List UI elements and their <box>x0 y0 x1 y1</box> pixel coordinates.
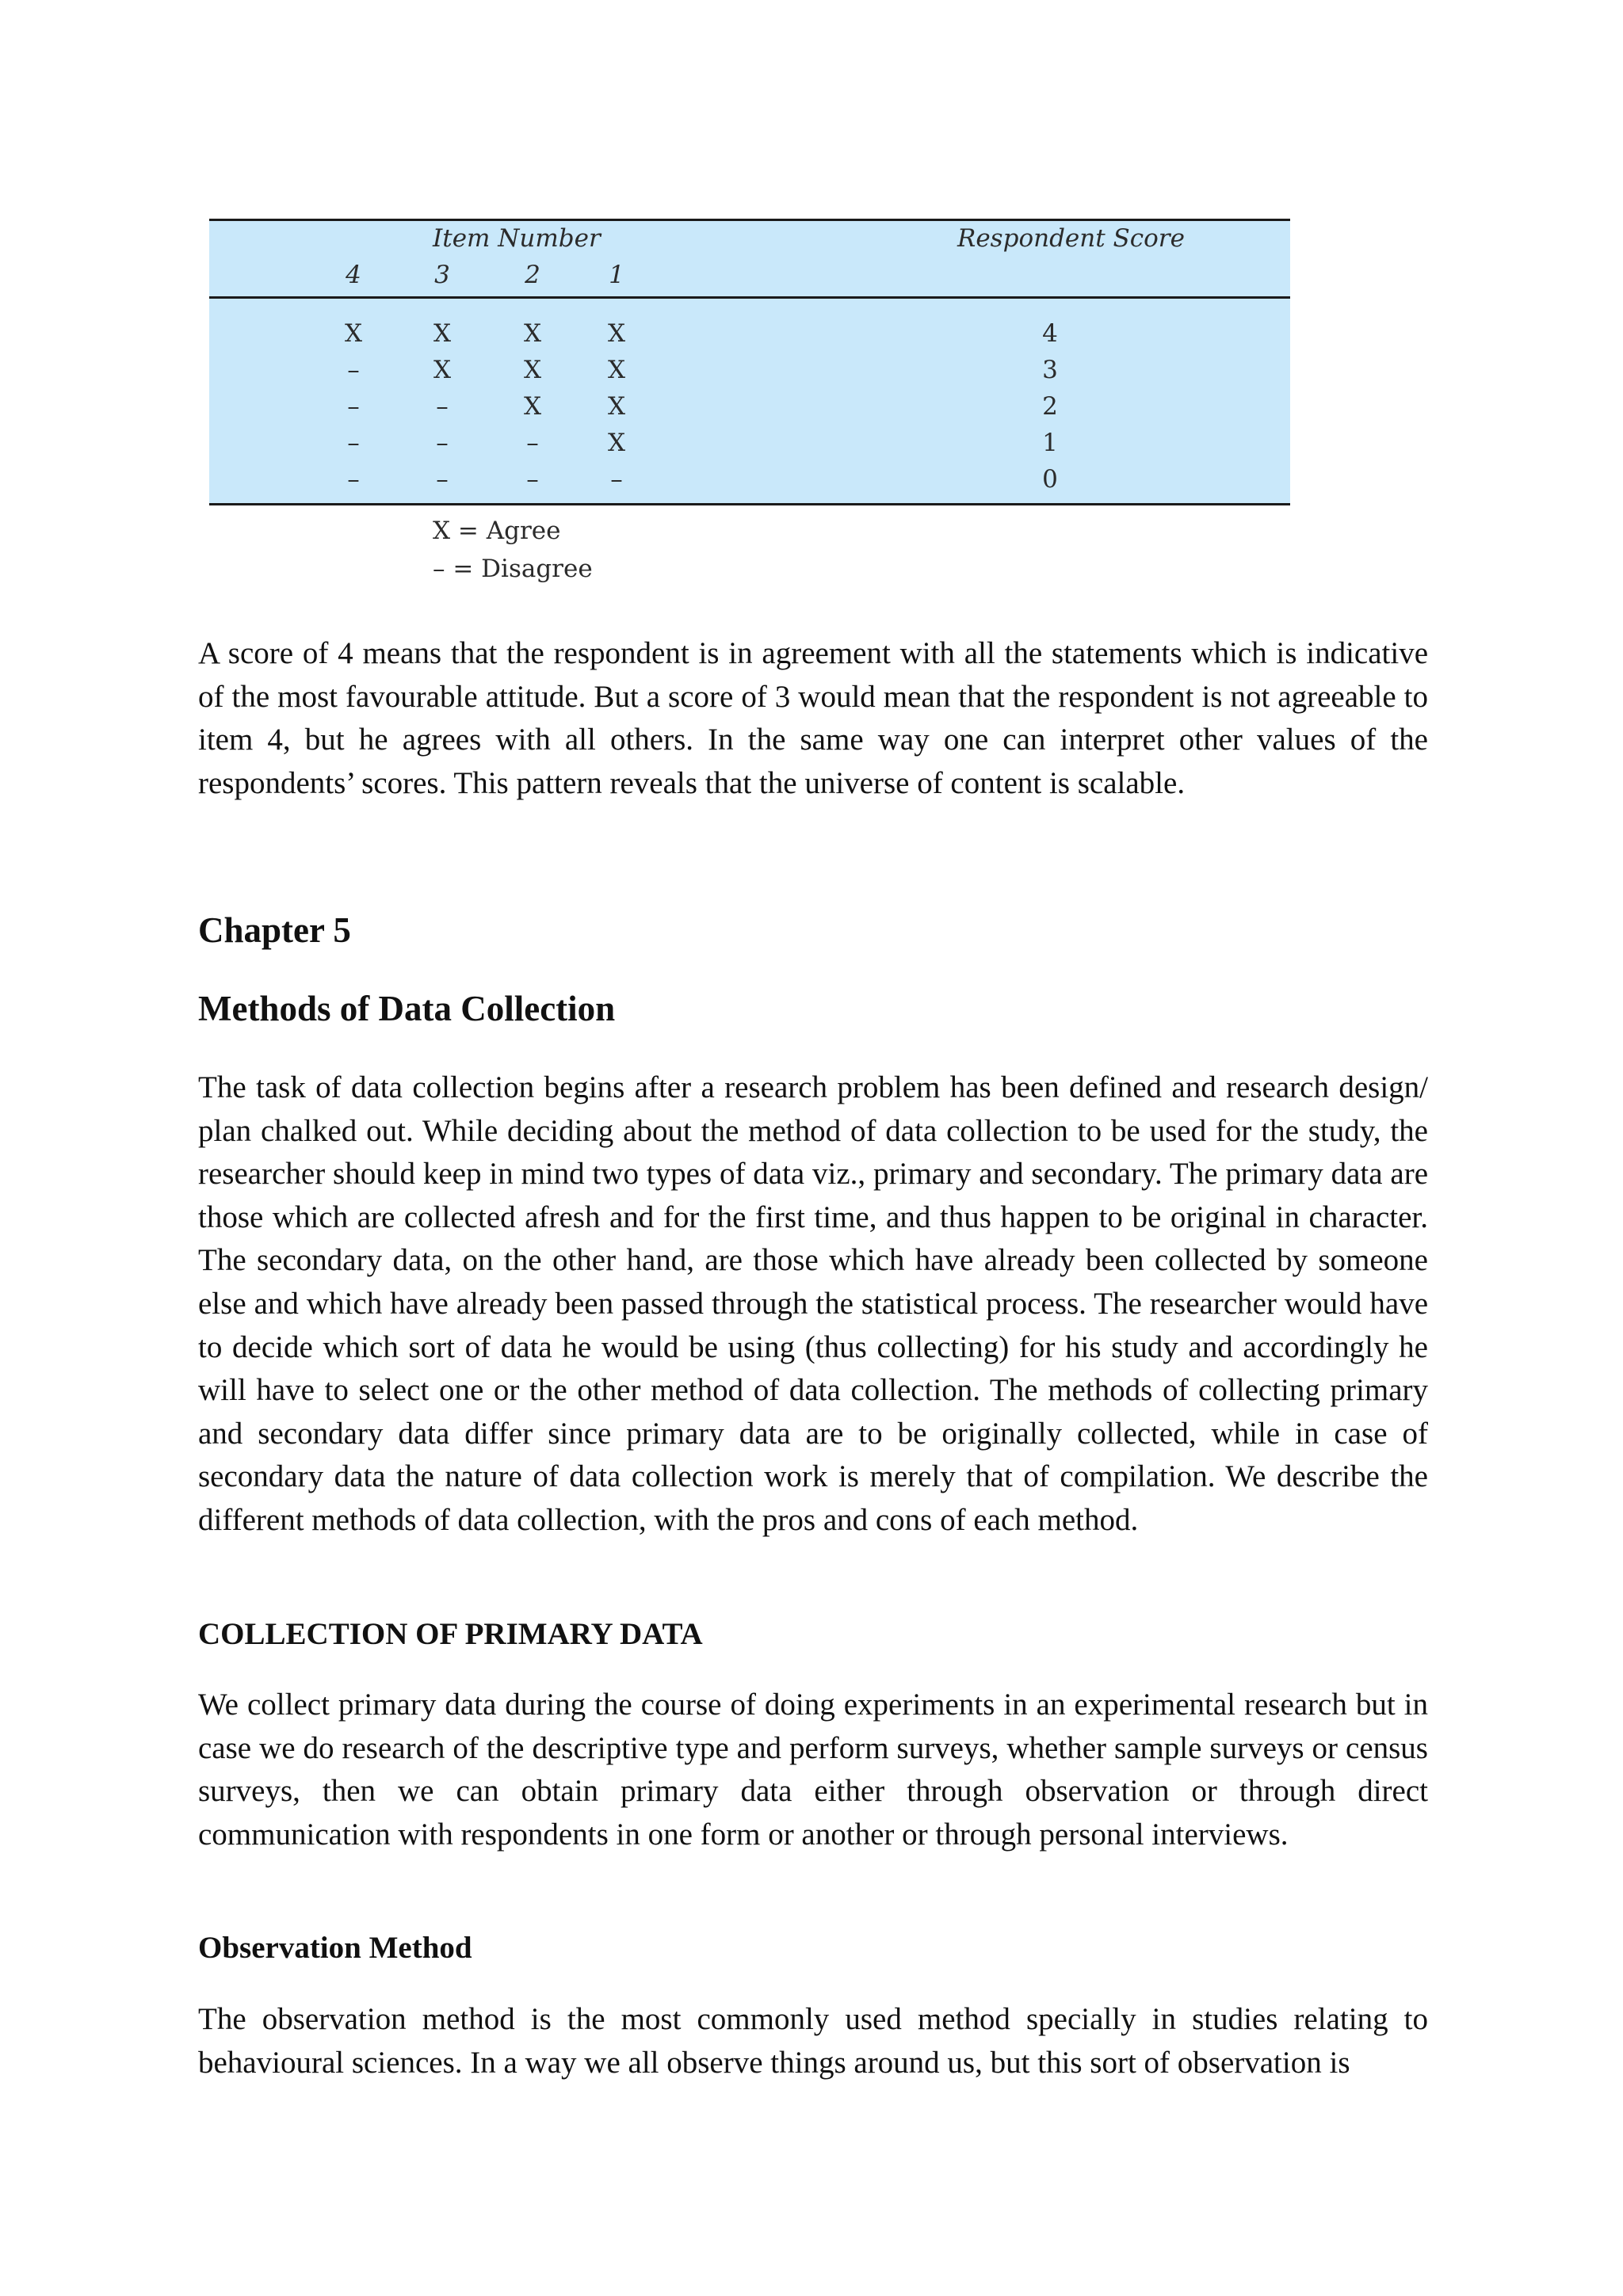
item-column-header: 4 <box>346 261 361 289</box>
table-legend <box>433 512 593 588</box>
score-cell: 4 <box>1042 319 1058 348</box>
legend-agree: X = Agree <box>433 517 561 545</box>
observation-method-paragraph: The observation method is the most commonly used method specially in studies relating to behavioural sciences. In a way we all observe things around us, but this sort of observation is <box>198 2002 1428 2080</box>
observation-method-heading: Observation Method <box>198 1931 472 1965</box>
table-header-divider <box>209 296 1290 299</box>
table-cell: – <box>436 392 449 421</box>
table-cell: X <box>607 429 626 457</box>
table-cell: X <box>523 392 542 421</box>
score-cell: 3 <box>1042 356 1058 384</box>
table-cell: – <box>347 392 360 421</box>
table-cell: – <box>347 429 360 457</box>
respondent-score-header: Respondent Score <box>957 224 1185 253</box>
score-cell: 0 <box>1042 465 1058 494</box>
table-cell: – <box>347 356 360 384</box>
table-cell: – <box>436 465 449 494</box>
legend-disagree: – = Disagree <box>433 555 593 583</box>
guttman-scale-table <box>209 219 1290 505</box>
table-cell: – <box>347 465 360 494</box>
item-column-header: 3 <box>434 261 450 289</box>
item-column-header: 1 <box>609 261 624 289</box>
primary-data-heading: COLLECTION OF PRIMARY DATA <box>198 1617 703 1651</box>
item-column-header: 2 <box>525 261 540 289</box>
chapter-paragraph: The task of data collection begins after a research problem has been defined and research design/ plan chalked out. While deciding about the method of data collection to be used for the study, the researcher should keep in mind two types of data viz., primary and secondary. The primary data are those which are collected afresh and for the first time, and thus happen to be original in character. The secondary data, on the other hand, are those which have already been collected by someone else and which have already been passed through the statistical process. The researcher would have to decide which sort of data he would be using (thus collecting) for his study and accordingly he will have to select one or the other method of data collection. The methods of collecting primary and secondary data differ since primary data are to be originally collected, while in case of secondary data the nature of data collection work is merely that of compilation. We describe the different methods of data collection, with the pros and cons of each method. <box>198 1070 1428 1537</box>
table-cell: – <box>610 465 623 494</box>
chapter-number: Chapter 5 <box>198 910 351 950</box>
table-cell: X <box>523 319 542 348</box>
chapter-title: Methods of Data Collection <box>198 989 616 1028</box>
table-cell: – <box>526 429 539 457</box>
primary-data-paragraph: We collect primary data during the course of doing experiments in an experimental research but in case we do research of the descriptive type and perform surveys, whether sample surveys or census surveys, then we can obtain primary data either through observation or through direct communication with respondents in one form or another or through personal interviews. <box>198 1688 1428 1852</box>
table-cell: X <box>433 356 452 384</box>
table-cell: X <box>344 319 363 348</box>
table-cell: X <box>607 319 626 348</box>
intro-paragraph: A score of 4 means that the respondent is in agreement with all the statements which is indicative of the most favourable attitude. But a score of 3 would mean that the respondent is not agreeable to item 4, but he agrees with all others. In the same way one can interpret other values of the respondents’ scores. This pattern reveals that the universe of content is scalable. <box>198 636 1428 800</box>
score-cell: 1 <box>1042 429 1058 457</box>
score-cell: 2 <box>1042 392 1058 421</box>
table-cell: X <box>607 392 626 421</box>
table-cell: X <box>607 356 626 384</box>
table-cell: – <box>526 465 539 494</box>
table-cell: X <box>433 319 452 348</box>
table-cell: X <box>523 356 542 384</box>
table-cell: – <box>436 429 449 457</box>
item-number-header: Item Number <box>433 224 601 253</box>
